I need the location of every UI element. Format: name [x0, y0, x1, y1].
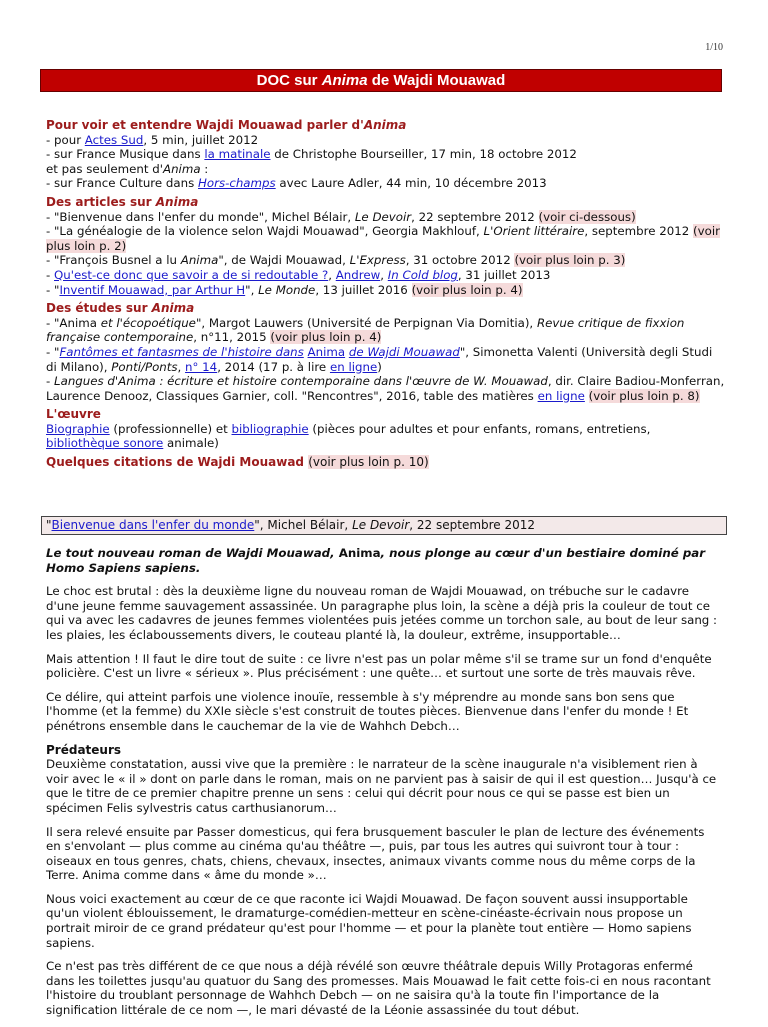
link-table-en-ligne[interactable]: en ligne — [537, 388, 585, 403]
heading-oeuvre: L'œuvre — [46, 407, 101, 422]
text: ", Margot Lauwers (Université de Perpignan Via Domitia), — [195, 315, 537, 330]
heading-articles — [46, 195, 726, 210]
text: ", Michel Bélair, — [254, 518, 353, 532]
text: , 31 octobre 2012 — [405, 253, 515, 268]
text-italic: Anima — [180, 253, 219, 268]
link-la-matinale[interactable]: la matinale — [204, 147, 271, 162]
text: (pièces pour adultes et pour enfants, romans, entretiens, — [308, 421, 651, 436]
text-italic: Le Devoir — [352, 518, 410, 532]
text-italic: L'Express — [349, 253, 406, 268]
banner-title-italic: Anima — [321, 72, 368, 89]
link-numero-14[interactable]: n° 14 — [185, 359, 218, 374]
text: , 31 juillet 2013 — [457, 267, 551, 282]
banner-prefix: DOC sur — [256, 72, 322, 89]
text: , n°11, 2015 — [193, 330, 271, 345]
see-reference: (voir plus loin p. 4) — [270, 330, 382, 345]
link-andrew[interactable]: Andrew — [335, 267, 381, 282]
subheading: Prédateurs — [46, 742, 122, 757]
article-item — [46, 283, 726, 298]
text: - pour — [46, 132, 85, 147]
text: : — [200, 161, 209, 176]
see-reference: (voir plus loin p. 2) — [46, 224, 720, 253]
text: , 22 septembre 2012 — [409, 518, 536, 532]
article-item — [46, 253, 726, 268]
heading-voir — [46, 118, 726, 133]
study-item — [46, 316, 726, 345]
text-italic: Anima — [163, 161, 201, 176]
page-number: 1/10 — [705, 42, 723, 53]
link-biographie[interactable]: Biographie — [46, 421, 110, 436]
heading-voir-italic: Anima — [363, 118, 407, 132]
article-lead — [46, 546, 722, 575]
text-italic: Langues d'Anima : écriture et histoire contemporaine dans l'œuvre de W. Mouawad — [54, 374, 548, 389]
see-reference: (voir ci-dessous) — [538, 209, 636, 224]
link-de-wajdi-mouawad[interactable] — [349, 345, 460, 359]
voir-item — [46, 176, 726, 191]
document-title-banner — [40, 69, 722, 92]
link-hors-champs[interactable] — [198, 176, 276, 190]
see-reference: (voir plus loin p. 4) — [411, 282, 523, 297]
link-bibliotheque-sonore[interactable]: bibliothèque sonore — [46, 436, 164, 451]
text: avec Laure Adler, 44 min, 10 décembre 2013 — [275, 176, 547, 191]
text: - " — [46, 344, 60, 359]
text: Anima — [338, 546, 381, 560]
banner-suffix: de Wajdi Mouawad — [367, 72, 506, 89]
heading-citations-text: Quelques citations de Wajdi Mouawad — [46, 455, 305, 470]
text: - "Bienvenue dans l'enfer du monde", Michel Bélair, — [46, 209, 355, 224]
text-italic: Revue critique de fixxion française contemporaine — [46, 315, 685, 345]
text: " — [46, 518, 52, 532]
text: - sur France Culture dans — [46, 176, 198, 191]
summary-content — [46, 118, 726, 470]
voir-item — [46, 147, 726, 162]
heading-voir-text: Pour voir et entendre Wajdi Mouawad parler d' — [46, 118, 364, 132]
text: (professionnelle) et — [109, 421, 232, 436]
text: - — [46, 267, 55, 282]
text: , 5 min, juillet 2012 — [143, 132, 259, 147]
paragraph: Ce délire, qui atteint parfois une violence inouïe, ressemble à s'y méprendre au monde sans bon sens que l'homme (et la femme) du XXIe siècle s'est construit de toutes pièces. Bienvenue dans l'enfer du monde ! Et pénétrons ensemble dans le cauchemar de la vie de Wahhch Debch… — [46, 689, 689, 733]
heading-articles-text: Des articles sur — [46, 194, 156, 209]
text: , dir. Claire Badiou-Monferran, Laurence Denooz, Classiques Garnier, coll. "Rencontres", 2016, table des matières — [46, 374, 725, 403]
link-bibliographie[interactable]: bibliographie — [231, 421, 309, 436]
heading-citations — [46, 455, 726, 470]
text-italic: Le Devoir — [354, 209, 412, 224]
link-fantomes[interactable] — [59, 345, 303, 359]
article-item — [46, 224, 726, 253]
paragraph: Mais attention ! Il faut le dire tout de suite : ce livre n'est pas un polar même s'il se trame sur un fond d'enquête policière. C'est un livre « sérieux ». Plus précisément : une quête… et surtout une sorte de très mauvais rêve. — [46, 651, 712, 681]
link-text: de Wajdi Mouawad — [348, 344, 460, 359]
text: - "Anima — [46, 315, 101, 330]
text: ", — [245, 282, 259, 297]
see-reference: (voir plus loin p. 3) — [514, 253, 626, 268]
heading-articles-italic: Anima — [155, 194, 199, 209]
article-header-box — [41, 516, 727, 535]
heading-etudes-text: Des études sur — [46, 301, 152, 316]
article-item — [46, 268, 726, 283]
link-bienvenue[interactable]: Bienvenue dans l'enfer du monde — [51, 518, 255, 532]
text: - " — [46, 282, 60, 297]
text: ", Simonetta Valenti (Università degli Studi di Milano), — [46, 344, 713, 374]
link-text: In Cold blog — [387, 267, 458, 282]
article-item — [46, 210, 726, 225]
text: - — [46, 374, 55, 389]
text: ", de Wajdi Mouawad, — [218, 253, 350, 268]
link-anima[interactable]: Anima — [307, 344, 346, 359]
text: - "La généalogie de la violence selon Wajdi Mouawad", Georgia Makhlouf, — [46, 224, 484, 239]
heading-etudes — [46, 301, 726, 316]
link-quest-ce-donc[interactable]: Qu'est-ce donc que savoir a de si redoutable ? — [54, 267, 329, 282]
text: - "François Busnel a lu — [46, 253, 181, 268]
text: - sur France Musique dans — [46, 147, 205, 162]
link-text: Hors-champs — [198, 176, 276, 191]
see-reference: (voir plus loin p. 8) — [588, 388, 700, 403]
oeuvre-item — [46, 422, 726, 451]
link-inventif-mouawad[interactable]: Inventif Mouawad, par Arthur H — [59, 282, 246, 297]
heading-etudes-italic: Anima — [151, 301, 195, 316]
paragraph: Nous voici exactement au cœur de ce que raconte ici Wajdi Mouawad. De façon souvent aussi insupportable qu'un violent éblouissement, le dramaturge-comédien-metteur en scène-cinéaste-écrivain nous propose un portrait miroir de ce grand prédateur qu'est pour l'homme — et pour la planète tout entière — Homo sapiens sapiens. — [46, 891, 692, 950]
text-italic: L'Orient littéraire — [483, 224, 585, 239]
see-reference: (voir plus loin p. 10) — [308, 455, 429, 470]
paragraph: Le choc est brutal : dès la deuxième ligne du nouveau roman de Wajdi Mouawad, on trébuche sur le cadavre d'une jeune femme sauvagement assassinée. Un paragraphe plus loin, la scène a déjà pris la couleur de tout ce qui va avec les cadavres de jeunes femmes violentées puis jetées comme un torchon sale, au bout de leur sang : les plaies, les éclaboussements divers, le couteau planté là, la douleur, extrême, insupportable… — [46, 584, 718, 642]
link-text: Fantômes et fantasmes de l'histoire dans — [59, 344, 304, 359]
study-item — [46, 374, 726, 403]
text: Le tout nouveau roman de Wajdi Mouawad, — [46, 546, 339, 560]
paragraph: Ce n'est pas très différent de ce que nous a déjà révélé son œuvre théâtrale depuis Willy Protagoras enfermé dans les toilettes jusqu'au quatuor du Sang des promesses. Mais Mouawad le fait cette fois-ci en nous racontant l'histoire du troublant personnage de Wahhch Debch — on ne saisira qu'à la toute fin l'importance de la signification littérale de ce nom —, le mari dévasté de la Léonie assassinée du tout début. — [46, 959, 711, 1018]
study-item — [46, 345, 726, 374]
text: ) — [377, 359, 382, 374]
paragraph: Deuxième constatation, aussi vive que la première : le narrateur de la scène inaugurale n'a visiblement rien à voir avec le « il » dont on parle dans le roman, mais on ne parvient pas à saisir de qui il est question… Jusqu'à ce que le titre de ce premier chapitre prenne un sens : celui qui décrit pour nous ce qui se passe est bien un spécimen Felis sylvestris catus carthusianorum… — [46, 757, 717, 815]
voir-item — [46, 162, 726, 177]
text-italic: Le Monde — [258, 282, 316, 297]
link-en-ligne[interactable]: en ligne — [329, 359, 378, 374]
article-body — [46, 546, 722, 1027]
text: animale) — [163, 436, 219, 451]
text: , — [380, 267, 388, 282]
link-in-cold-blog[interactable] — [388, 268, 458, 282]
voir-item — [46, 133, 726, 148]
text: , — [177, 359, 186, 374]
text: , septembre 2012 — [584, 224, 694, 239]
link-actes-sud[interactable]: Actes Sud — [84, 132, 144, 147]
text: , 13 juillet 2016 — [315, 282, 412, 297]
text: , nous plonge au cœur d'un bestiaire dominé par Homo Sapiens sapiens. — [46, 546, 706, 575]
text: et pas seulement d' — [46, 161, 163, 176]
text: , — [328, 267, 336, 282]
text: , 2014 (17 p. à lire — [217, 359, 330, 374]
text-italic: Ponti/Ponts — [111, 359, 178, 374]
text: , 22 septembre 2012 — [411, 209, 539, 224]
text-italic: et l'écopoétique — [100, 315, 196, 330]
paragraph: Il sera relevé ensuite par Passer domesticus, qui fera brusquement basculer le plan de lecture des événements en s'envolant — plus comme au cinéma qu'au théâtre —, puis, par tous les autres qui suivront tour à tour : oiseaux en tous genres, chats, chiens, chevaux, insectes, animaux vivants comme nous du même corps de la Terre. Anima comme dans « âme du monde »… — [46, 824, 705, 883]
text: de Christophe Bourseiller, 17 min, 18 octobre 2012 — [270, 147, 577, 162]
